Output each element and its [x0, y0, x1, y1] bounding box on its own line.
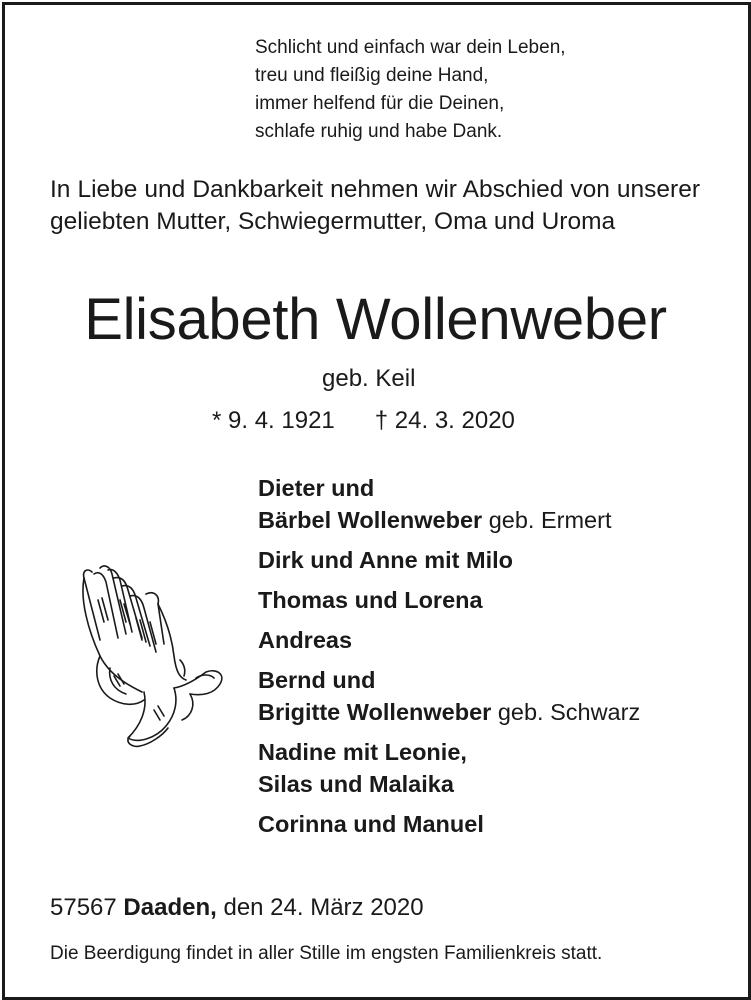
notice-date: den 24. März 2020: [223, 894, 424, 921]
maiden-name: geb. Ermert: [488, 507, 612, 533]
family-group: [258, 808, 640, 840]
city: Daaden,: [123, 894, 217, 921]
poem-line: immer helfend für die Deinen,: [255, 93, 505, 114]
life-dates: [212, 406, 515, 436]
poem-line: treu und fleißig deine Hand,: [255, 65, 489, 86]
deceased-name: Elisabeth Wollenweber: [84, 287, 667, 352]
death-date: † 24. 3. 2020: [374, 407, 515, 434]
poem-line: Schlicht und einfach war dein Leben,: [255, 37, 566, 58]
maiden-name: geb. Schwarz: [497, 699, 641, 725]
family-member: Bernd und: [258, 667, 376, 693]
family-member: Andreas: [258, 627, 353, 653]
family-list: [258, 472, 640, 848]
family-member: Brigitte Wollenweber: [258, 699, 492, 725]
family-member: Silas und Malaika: [258, 771, 454, 797]
family-member: Corinna und Manuel: [258, 811, 484, 837]
family-group: [258, 544, 640, 576]
place-and-date: [50, 893, 424, 923]
family-group: [258, 736, 640, 800]
memorial-poem: [255, 34, 566, 146]
family-member: Nadine mit Leonie,: [258, 739, 467, 765]
poem-line: schlafe ruhig und habe Dank.: [255, 121, 503, 142]
family-member: Thomas und Lorena: [258, 587, 483, 613]
family-member: Dirk und Anne mit Milo: [258, 547, 514, 573]
praying-hands-icon: [70, 560, 230, 750]
intro-text: In Liebe und Dankbarkeit nehmen wir Abschied von unserer geliebten Mutter, Schwiegermutter, Oma und Uroma: [50, 176, 700, 235]
zip-code: 57567: [50, 894, 117, 921]
birth-date: * 9. 4. 1921: [212, 407, 335, 434]
family-member: Dieter und: [258, 475, 375, 501]
family-group: [258, 584, 640, 616]
burial-note: Die Beerdigung findet in aller Stille im engsten Familienkreis statt.: [50, 943, 603, 964]
family-group: [258, 664, 640, 728]
birth-name: geb. Keil: [322, 365, 416, 392]
family-member: Bärbel Wollenweber: [258, 507, 483, 533]
family-group: [258, 472, 640, 536]
family-group: [258, 624, 640, 656]
